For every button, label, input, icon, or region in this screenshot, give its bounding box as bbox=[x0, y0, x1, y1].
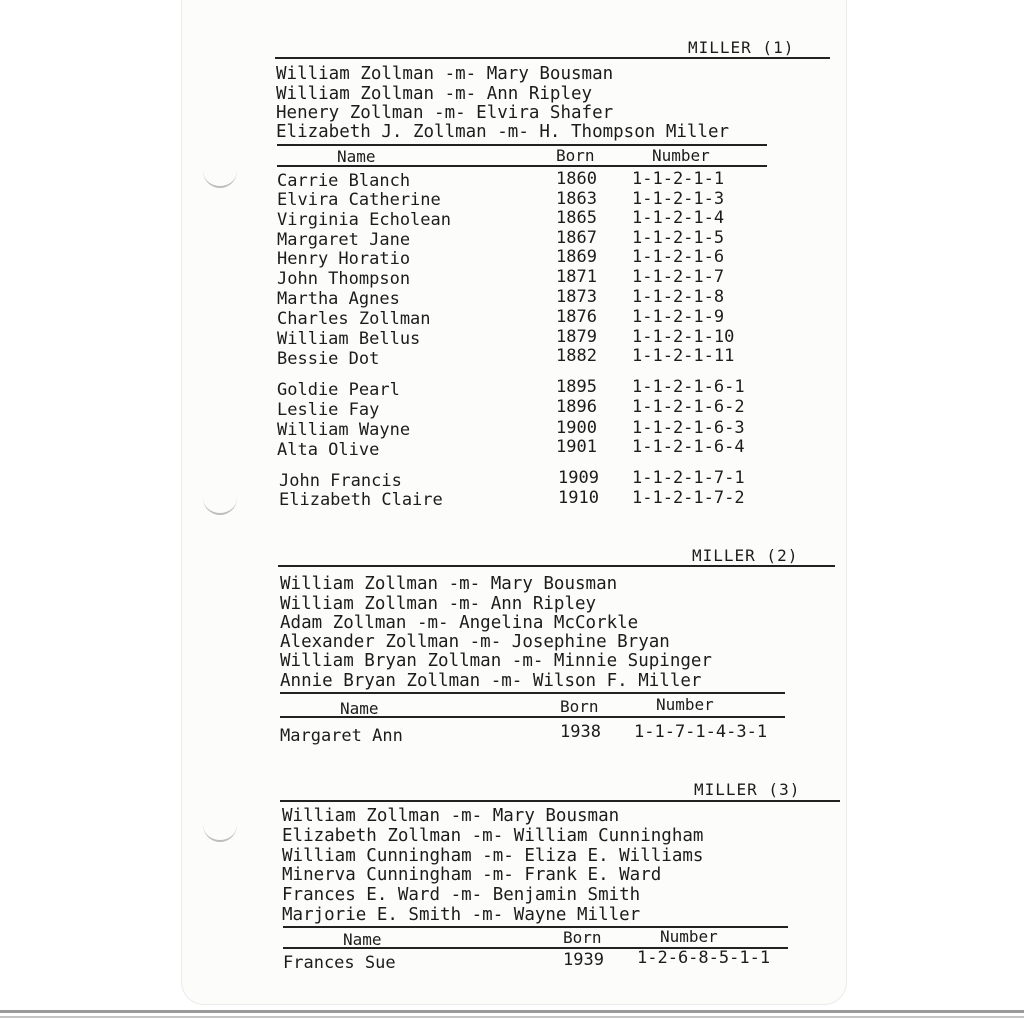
birth-year: 1873 bbox=[556, 287, 597, 307]
column-header-name: Name bbox=[337, 147, 376, 166]
bottom-divider bbox=[0, 1010, 1024, 1013]
birth-year: 1938 bbox=[560, 722, 601, 742]
column-header-name: Name bbox=[343, 930, 382, 949]
record-number: 1-1-2-1-7 bbox=[632, 267, 725, 287]
column-header-name: Name bbox=[340, 699, 379, 718]
child-name: Leslie Fay bbox=[277, 400, 380, 420]
birth-year: 1882 bbox=[556, 346, 597, 366]
lineage-line: Frances E. Ward -m- Benjamin Smith bbox=[282, 885, 641, 905]
lineage-line: William Zollman -m- Mary Bousman bbox=[276, 64, 614, 84]
birth-year: 1867 bbox=[556, 228, 597, 248]
section-title: MILLER (1) bbox=[688, 38, 795, 57]
column-header-number: Number bbox=[656, 695, 714, 714]
lineage-line: William Bryan Zollman -m- Minnie Supinger bbox=[280, 651, 712, 671]
record-number: 1-1-2-1-7-1 bbox=[632, 468, 745, 488]
birth-year: 1869 bbox=[556, 247, 597, 267]
record-number: 1-1-2-1-11 bbox=[632, 346, 735, 366]
column-header-number: Number bbox=[660, 927, 718, 946]
record-number: 1-1-2-1-6 bbox=[632, 247, 725, 267]
record-number: 1-1-2-1-6-1 bbox=[632, 377, 745, 397]
lineage-underline bbox=[280, 692, 785, 694]
child-name: Virginia Echolean bbox=[277, 210, 451, 230]
record-number: 1-2-6-8-5-1-1 bbox=[637, 948, 771, 968]
record-number: 1-1-2-1-6-3 bbox=[632, 418, 745, 438]
birth-year: 1876 bbox=[556, 307, 597, 327]
birth-year: 1900 bbox=[556, 418, 597, 438]
lineage-line: William Zollman -m- Ann Ripley bbox=[276, 84, 593, 104]
birth-year: 1895 bbox=[556, 377, 597, 397]
bottom-divider bbox=[0, 1016, 1024, 1018]
lineage-line: Marjorie E. Smith -m- Wayne Miller bbox=[282, 905, 641, 925]
title-underline bbox=[275, 57, 830, 59]
lineage-line: William Cunningham -m- Eliza E. Williams bbox=[282, 846, 704, 866]
lineage-line: Elizabeth J. Zollman -m- H. Thompson Miller bbox=[276, 122, 730, 142]
child-name: Goldie Pearl bbox=[277, 380, 400, 400]
child-name: Carrie Blanch bbox=[277, 171, 411, 191]
header-underline bbox=[280, 716, 785, 718]
birth-year: 1863 bbox=[556, 189, 597, 209]
birth-year: 1939 bbox=[563, 950, 604, 970]
column-header-born: Born bbox=[556, 146, 595, 165]
column-header-born: Born bbox=[560, 697, 599, 716]
record-number: 1-1-2-1-6-2 bbox=[632, 397, 745, 417]
column-header-born: Born bbox=[563, 928, 602, 947]
lineage-line: William Zollman -m- Ann Ripley bbox=[280, 594, 597, 614]
title-underline bbox=[280, 800, 840, 802]
child-name: Henry Horatio bbox=[277, 249, 411, 269]
child-name: Margaret Jane bbox=[277, 230, 411, 250]
record-number: 1-1-2-1-5 bbox=[632, 228, 725, 248]
child-name: Charles Zollman bbox=[277, 309, 431, 329]
record-number: 1-1-2-1-4 bbox=[632, 208, 725, 228]
birth-year: 1865 bbox=[556, 208, 597, 228]
child-name: William Bellus bbox=[277, 329, 421, 349]
child-name: Margaret Ann bbox=[280, 726, 403, 746]
birth-year: 1901 bbox=[556, 437, 597, 457]
lineage-line: Annie Bryan Zollman -m- Wilson F. Miller bbox=[280, 671, 702, 691]
lineage-line: Minerva Cunningham -m- Frank E. Ward bbox=[282, 865, 662, 885]
birth-year: 1896 bbox=[556, 397, 597, 417]
section-title: MILLER (2) bbox=[692, 546, 799, 565]
section-title: MILLER (3) bbox=[694, 780, 801, 799]
record-number: 1-1-2-1-1 bbox=[632, 169, 725, 189]
lineage-line: Adam Zollman -m- Angelina McCorkle bbox=[280, 613, 639, 633]
record-number: 1-1-2-1-7-2 bbox=[632, 488, 745, 508]
record-number: 1-1-2-1-3 bbox=[632, 189, 725, 209]
child-name: John Thompson bbox=[277, 269, 411, 289]
child-name: William Wayne bbox=[277, 420, 411, 440]
birth-year: 1910 bbox=[558, 488, 599, 508]
lineage-line: Alexander Zollman -m- Josephine Bryan bbox=[280, 632, 670, 652]
record-number: 1-1-7-1-4-3-1 bbox=[634, 722, 768, 742]
child-name: Frances Sue bbox=[283, 953, 396, 973]
birth-year: 1909 bbox=[558, 468, 599, 488]
record-number: 1-1-2-1-8 bbox=[632, 287, 725, 307]
birth-year: 1860 bbox=[556, 169, 597, 189]
child-name: Alta Olive bbox=[277, 440, 380, 460]
column-header-number: Number bbox=[652, 146, 710, 165]
title-underline bbox=[278, 565, 835, 567]
record-number: 1-1-2-1-6-4 bbox=[632, 437, 745, 457]
birth-year: 1871 bbox=[556, 267, 597, 287]
child-name: Elizabeth Claire bbox=[279, 490, 443, 510]
lineage-line: Elizabeth Zollman -m- William Cunningham bbox=[282, 826, 704, 846]
record-number: 1-1-2-1-9 bbox=[632, 307, 725, 327]
birth-year: 1879 bbox=[556, 327, 597, 347]
lineage-line: Henery Zollman -m- Elvira Shafer bbox=[276, 103, 614, 123]
child-name: Bessie Dot bbox=[277, 349, 380, 369]
header-underline bbox=[277, 165, 767, 167]
child-name: John Francis bbox=[279, 471, 402, 491]
child-name: Martha Agnes bbox=[277, 289, 400, 309]
lineage-line: William Zollman -m- Mary Bousman bbox=[280, 574, 618, 594]
record-number: 1-1-2-1-10 bbox=[632, 327, 735, 347]
child-name: Elvira Catherine bbox=[277, 190, 441, 210]
lineage-line: William Zollman -m- Mary Bousman bbox=[282, 806, 620, 826]
